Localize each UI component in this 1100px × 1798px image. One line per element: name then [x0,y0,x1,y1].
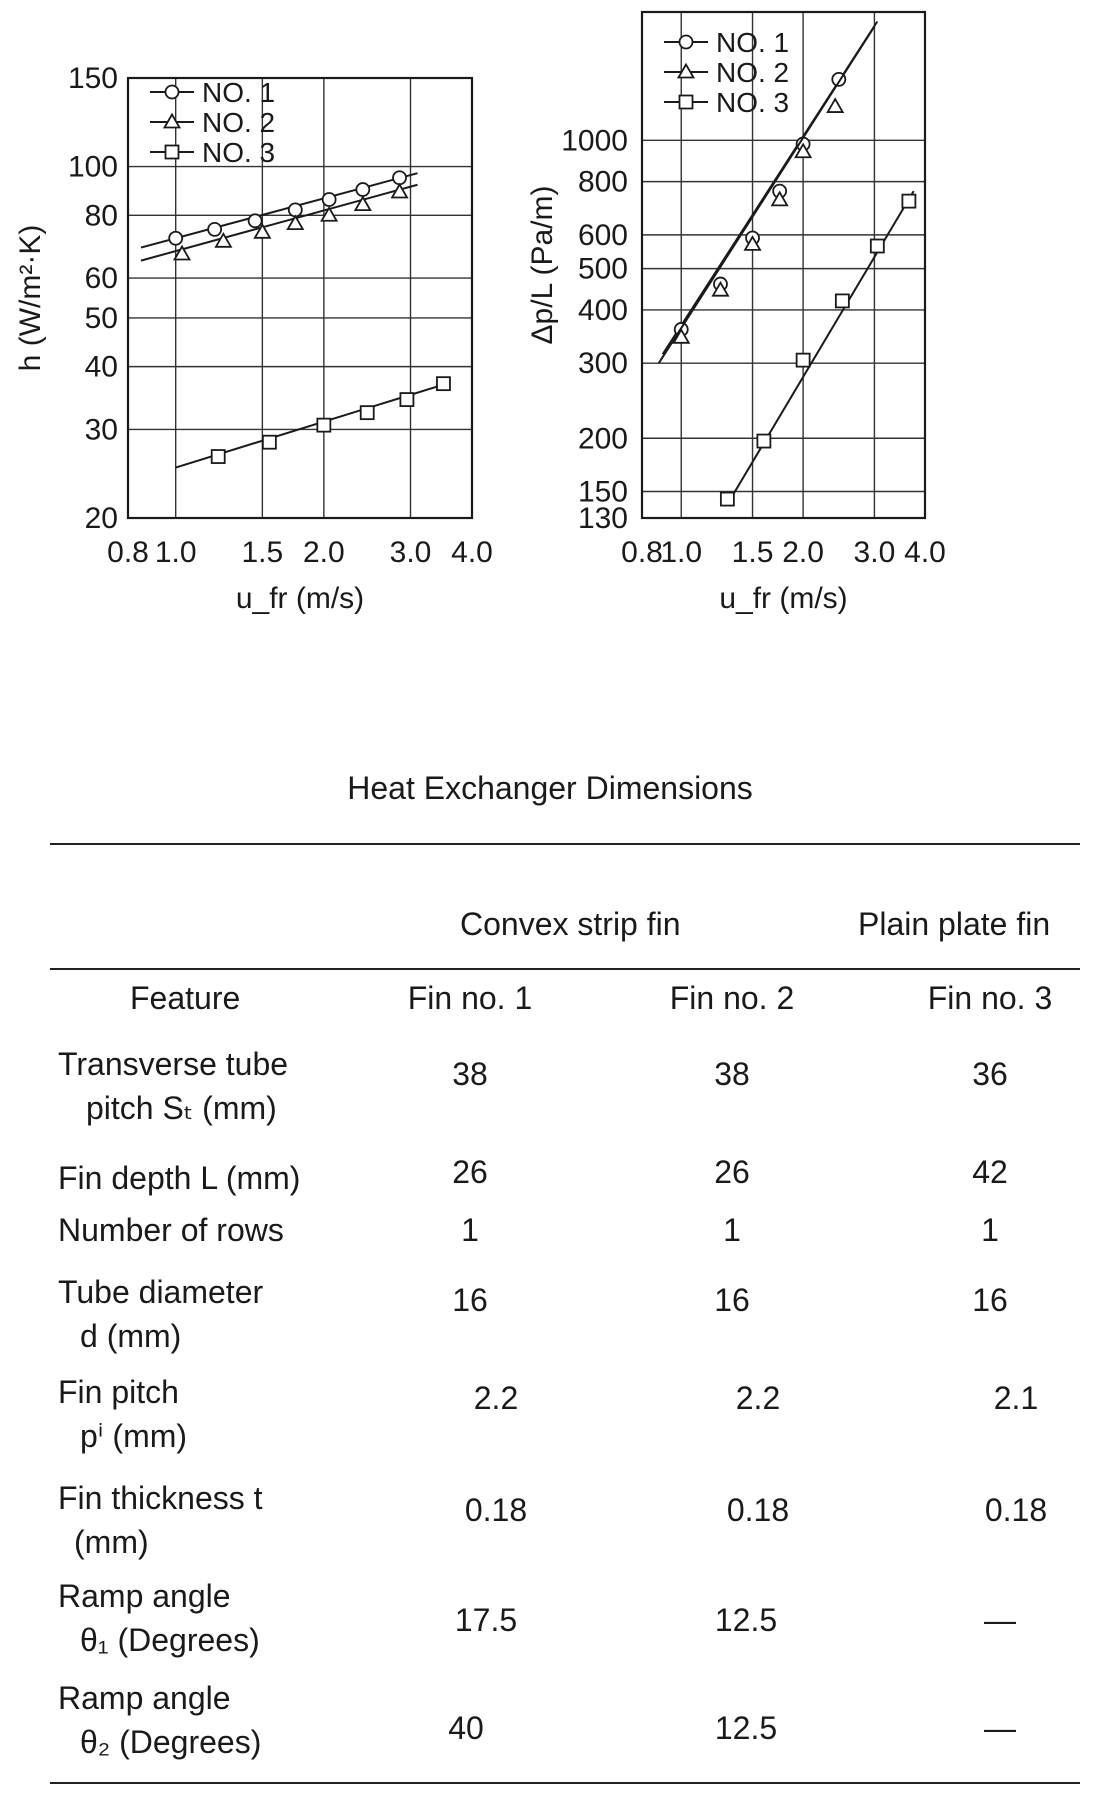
x-tick-label: 1.5 [241,536,284,569]
row-feature-line1: Ramp angle [58,1578,231,1614]
row-value-fin-2: 2.2 [735,1380,781,1416]
pressure-drop-chart [526,0,1100,720]
x-tick-label: 3.0 [853,536,896,569]
legend [664,27,789,118]
row-value-fin-2: 16 [714,1282,750,1318]
row-value-fin-3: 36 [972,1056,1008,1092]
x-tick-label: 0.8 [621,536,663,569]
legend-marker [680,36,693,49]
legend-entry: NO. 3 [716,87,790,118]
y-tick-label: 40 [84,350,118,384]
row-value-fin-1: 40 [448,1710,484,1746]
x-tick-label: 2.0 [782,536,824,569]
row-value-fin-3: 1 [981,1212,999,1248]
row-value-fin-1: 17.5 [454,1602,518,1638]
legend-marker [680,96,693,109]
series-3 [176,377,450,467]
data-point [836,294,849,307]
row-feature-line1: Number of rows [58,1212,284,1248]
row-value-fin-2: 26 [714,1154,750,1190]
y-tick-label: 80 [84,199,118,233]
row-feature-line1: Ramp angle [58,1680,231,1716]
table-title: Heat Exchanger Dimensions [347,770,753,806]
data-point [757,435,770,448]
row-feature-line1: Fin thickness t [58,1480,263,1516]
row-value-fin-3: 0.18 [984,1492,1048,1528]
y-tick-label: 300 [577,347,628,381]
row-value-fin-3: — [984,1710,1016,1746]
data-point [169,232,182,245]
legend [150,77,275,168]
y-tick-label: 20 [84,502,118,535]
row-feature-line1: Transverse tube [58,1046,289,1082]
heat-transfer-chart [0,0,560,720]
row-feature-line1: Fin pitch [58,1374,179,1410]
table-bottom-rule [50,1782,1080,1784]
data-point [208,223,221,236]
data-point [400,393,413,406]
y-axis-label: Δp/L (Pa/m) [526,185,559,345]
row-value-fin-3: 42 [972,1154,1008,1190]
data-point [902,195,915,208]
row-value-fin-2: 0.18 [726,1492,790,1528]
y-tick-label: 600 [577,218,628,252]
row-value-fin-2: 12.5 [714,1602,778,1638]
row-feature-line2: (mm) [74,1524,149,1560]
row-feature-line2: d (mm) [80,1318,182,1354]
y-tick-label: 130 [577,502,628,535]
legend-marker [166,86,179,99]
row-value-fin-1: 26 [452,1154,488,1190]
row-value-fin-3: 2.1 [993,1380,1039,1416]
header-fin-3: Fin no. 3 [927,980,1053,1016]
y-tick-label: 150 [67,62,118,95]
data-point [437,377,450,390]
y-tick-label: 50 [84,301,118,335]
data-point [356,183,369,196]
legend-marker [166,146,179,159]
data-point [721,493,734,506]
y-tick-label: 500 [577,252,628,286]
data-point [871,240,884,253]
data-point [361,406,374,419]
y-tick-label: 400 [577,293,628,327]
row-value-fin-1: 38 [452,1056,488,1092]
x-tick-label: 1.5 [731,536,774,569]
legend-entry: NO. 1 [202,77,276,108]
y-tick-label: 800 [577,165,628,199]
data-point [263,436,276,449]
data-point [288,216,303,229]
x-axis-label: u_fr (m/s) [235,582,365,615]
data-point [797,354,810,367]
x-tick-label: 2.0 [302,536,345,569]
x-tick-label: 4.0 [451,536,493,569]
group-plain-plate-fin: Plain plate fin [858,906,1051,942]
x-tick-label: 3.0 [389,536,432,569]
x-tick-label: 1.0 [154,536,197,569]
legend-entry: NO. 3 [202,137,276,168]
row-value-fin-1: 0.18 [464,1492,528,1528]
legend-entry: NO. 2 [716,57,790,88]
data-point [323,193,336,206]
row-value-fin-2: 1 [723,1212,741,1248]
header-fin-1: Fin no. 1 [407,980,533,1016]
row-feature-line1: Fin depth L (mm) [58,1160,301,1196]
series-2 [141,184,418,260]
row-feature-line2: pitch Sₜ (mm) [86,1090,277,1126]
table-group-rule [50,968,1080,970]
data-point [828,99,843,112]
x-axis-label: u_fr (m/s) [719,582,848,615]
data-point [212,450,225,463]
row-value-fin-2: 38 [714,1056,750,1092]
y-tick-label: 200 [577,422,628,456]
x-tick-label: 0.8 [107,536,149,569]
row-feature-line2: θ₁ (Degrees) [80,1622,260,1658]
row-value-fin-3: — [984,1602,1016,1638]
row-value-fin-1: 1 [461,1212,479,1248]
series-1 [141,171,418,247]
y-tick-label: 60 [84,262,118,296]
data-point [317,419,330,432]
row-feature-line2: θ₂ (Degrees) [80,1724,262,1760]
table-top-rule [50,843,1080,845]
data-point [249,214,262,227]
row-value-fin-2: 12.5 [714,1710,778,1746]
y-axis-label: h (W/m²·K) [14,224,47,372]
y-tick-label: 1000 [561,124,628,158]
data-point [393,171,406,184]
header-fin-2: Fin no. 2 [669,980,795,1016]
legend-entry: NO. 2 [202,107,276,138]
row-value-fin-3: 16 [972,1282,1008,1318]
row-feature-line2: pⁱ (mm) [80,1418,188,1454]
y-tick-label: 30 [84,413,118,447]
group-convex-strip-fin: Convex strip fin [460,906,681,942]
row-feature-line1: Tube diameter [58,1274,264,1310]
y-tick-label: 100 [67,150,118,184]
plot-frame [128,78,472,518]
row-value-fin-1: 2.2 [473,1380,519,1416]
row-value-fin-1: 16 [452,1282,488,1318]
legend-entry: NO. 1 [716,27,790,58]
x-tick-label: 1.0 [660,536,703,569]
y-tick-label: 150 [577,475,628,509]
header-feature: Feature [130,980,241,1016]
x-tick-label: 4.0 [904,536,946,569]
